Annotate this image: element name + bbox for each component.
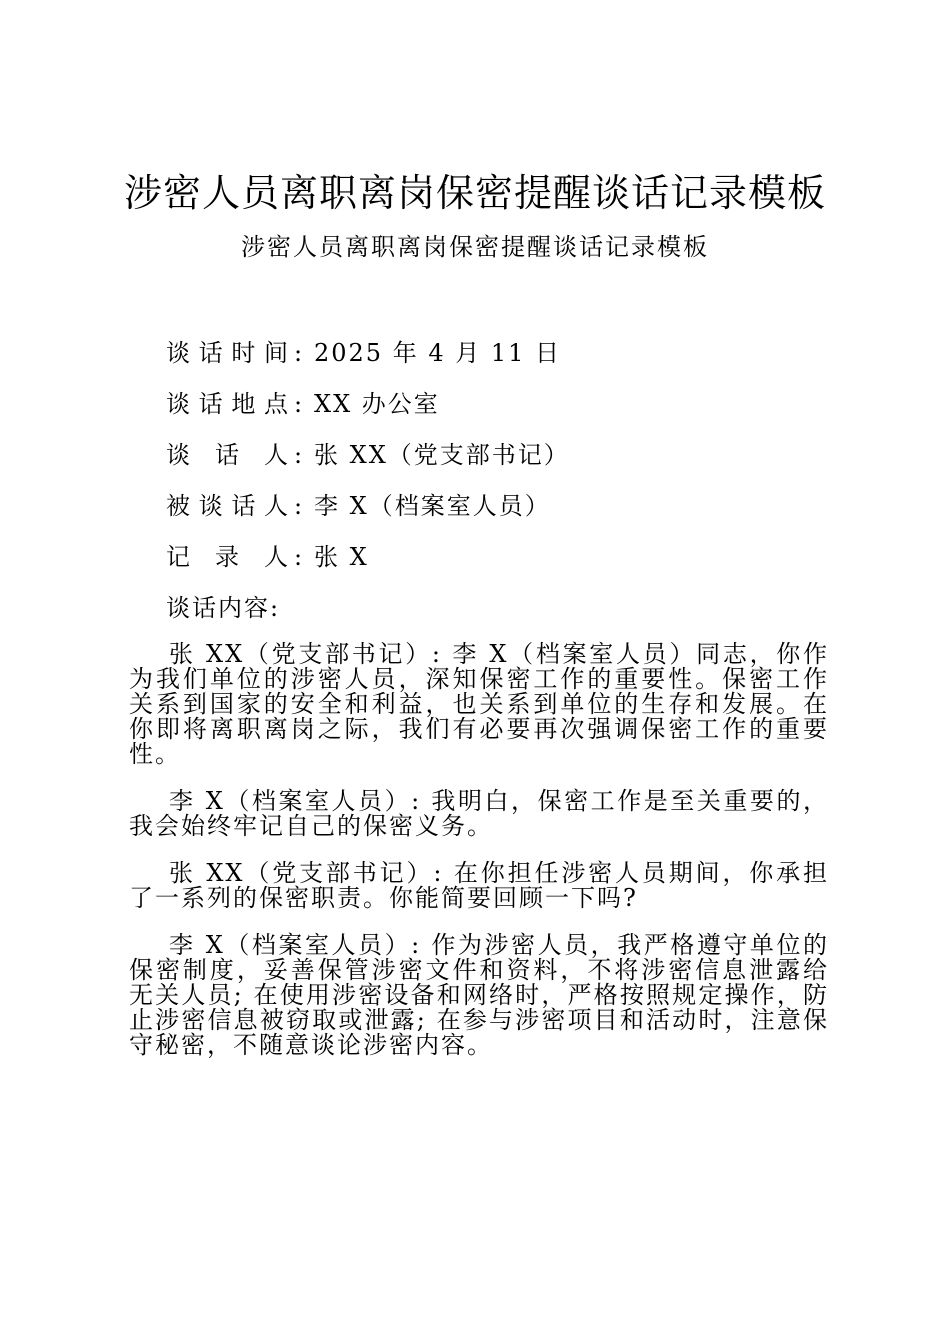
paragraph: 张 XX（党支部书记）: 在你担任涉密人员期间，你承担了一系列的保密职责。你能简要回顾一下吗? (129, 859, 829, 912)
paragraph: 李 X（档案室人员）: 我明白，保密工作是至关重要的，我会始终牢记自己的保密义务。 (129, 787, 829, 840)
meta-colon: : (294, 339, 305, 367)
meta-label-recorder: 记录人 (166, 543, 294, 571)
meta-label-time: 谈话时间 (166, 339, 294, 367)
meta-row-interviewee (166, 487, 846, 538)
meta-value-interviewer: 张 XX（党支部书记） (314, 441, 570, 469)
meta-row-location (166, 385, 846, 436)
meta-colon: : (294, 492, 305, 520)
meta-value-location: XX 办公室 (314, 390, 440, 418)
meta-row-time (166, 334, 846, 385)
meta-value-time: 2025 年 4 月 11 日 (314, 339, 562, 367)
meta-colon: : (294, 390, 305, 418)
meta-label-location: 谈话地点 (166, 390, 294, 418)
paragraph: 李 X（档案室人员）: 作为涉密人员，我严格遵守单位的保密制度，妥善保管涉密文件和资料，不将涉密信息泄露给无关人员; 在使用涉密设备和网络时，严格按照规定操作，防止涉密信息被窃取或泄露; 在参与涉密项目和活动时，注意保守秘密，不随意谈论涉密内容。 (129, 931, 829, 1059)
meta-colon: : (294, 543, 305, 571)
meta-value-interviewee: 李 X（档案室人员） (314, 492, 551, 520)
meta-row-recorder (166, 538, 846, 589)
meta-label-interviewee: 被谈话人 (166, 492, 294, 520)
content-label: 谈话内容: (166, 594, 281, 622)
meta-value-recorder: 张 X (314, 543, 369, 571)
meeting-info (166, 334, 846, 640)
content-label-row (166, 589, 846, 640)
conversation-body (129, 642, 829, 1080)
document-title: 涉密人员离职离岗保密提醒谈话记录模板 (123, 171, 826, 215)
meta-label-interviewer: 谈话人 (166, 441, 294, 469)
meta-colon: : (294, 441, 305, 469)
paragraph: 张 XX（党支部书记）: 李 X（档案室人员）同志，你作为我们单位的涉密人员，深知保密工作的重要性。保密工作关系到国家的安全和利益，也关系到单位的生存和发展。在你即将离职离岗之际，我们有必要再次强调保密工作的重要性。 (129, 640, 829, 768)
document-subtitle: 涉密人员离职离岗保密提醒谈话记录模板 (241, 233, 709, 261)
meta-row-interviewer (166, 436, 846, 487)
